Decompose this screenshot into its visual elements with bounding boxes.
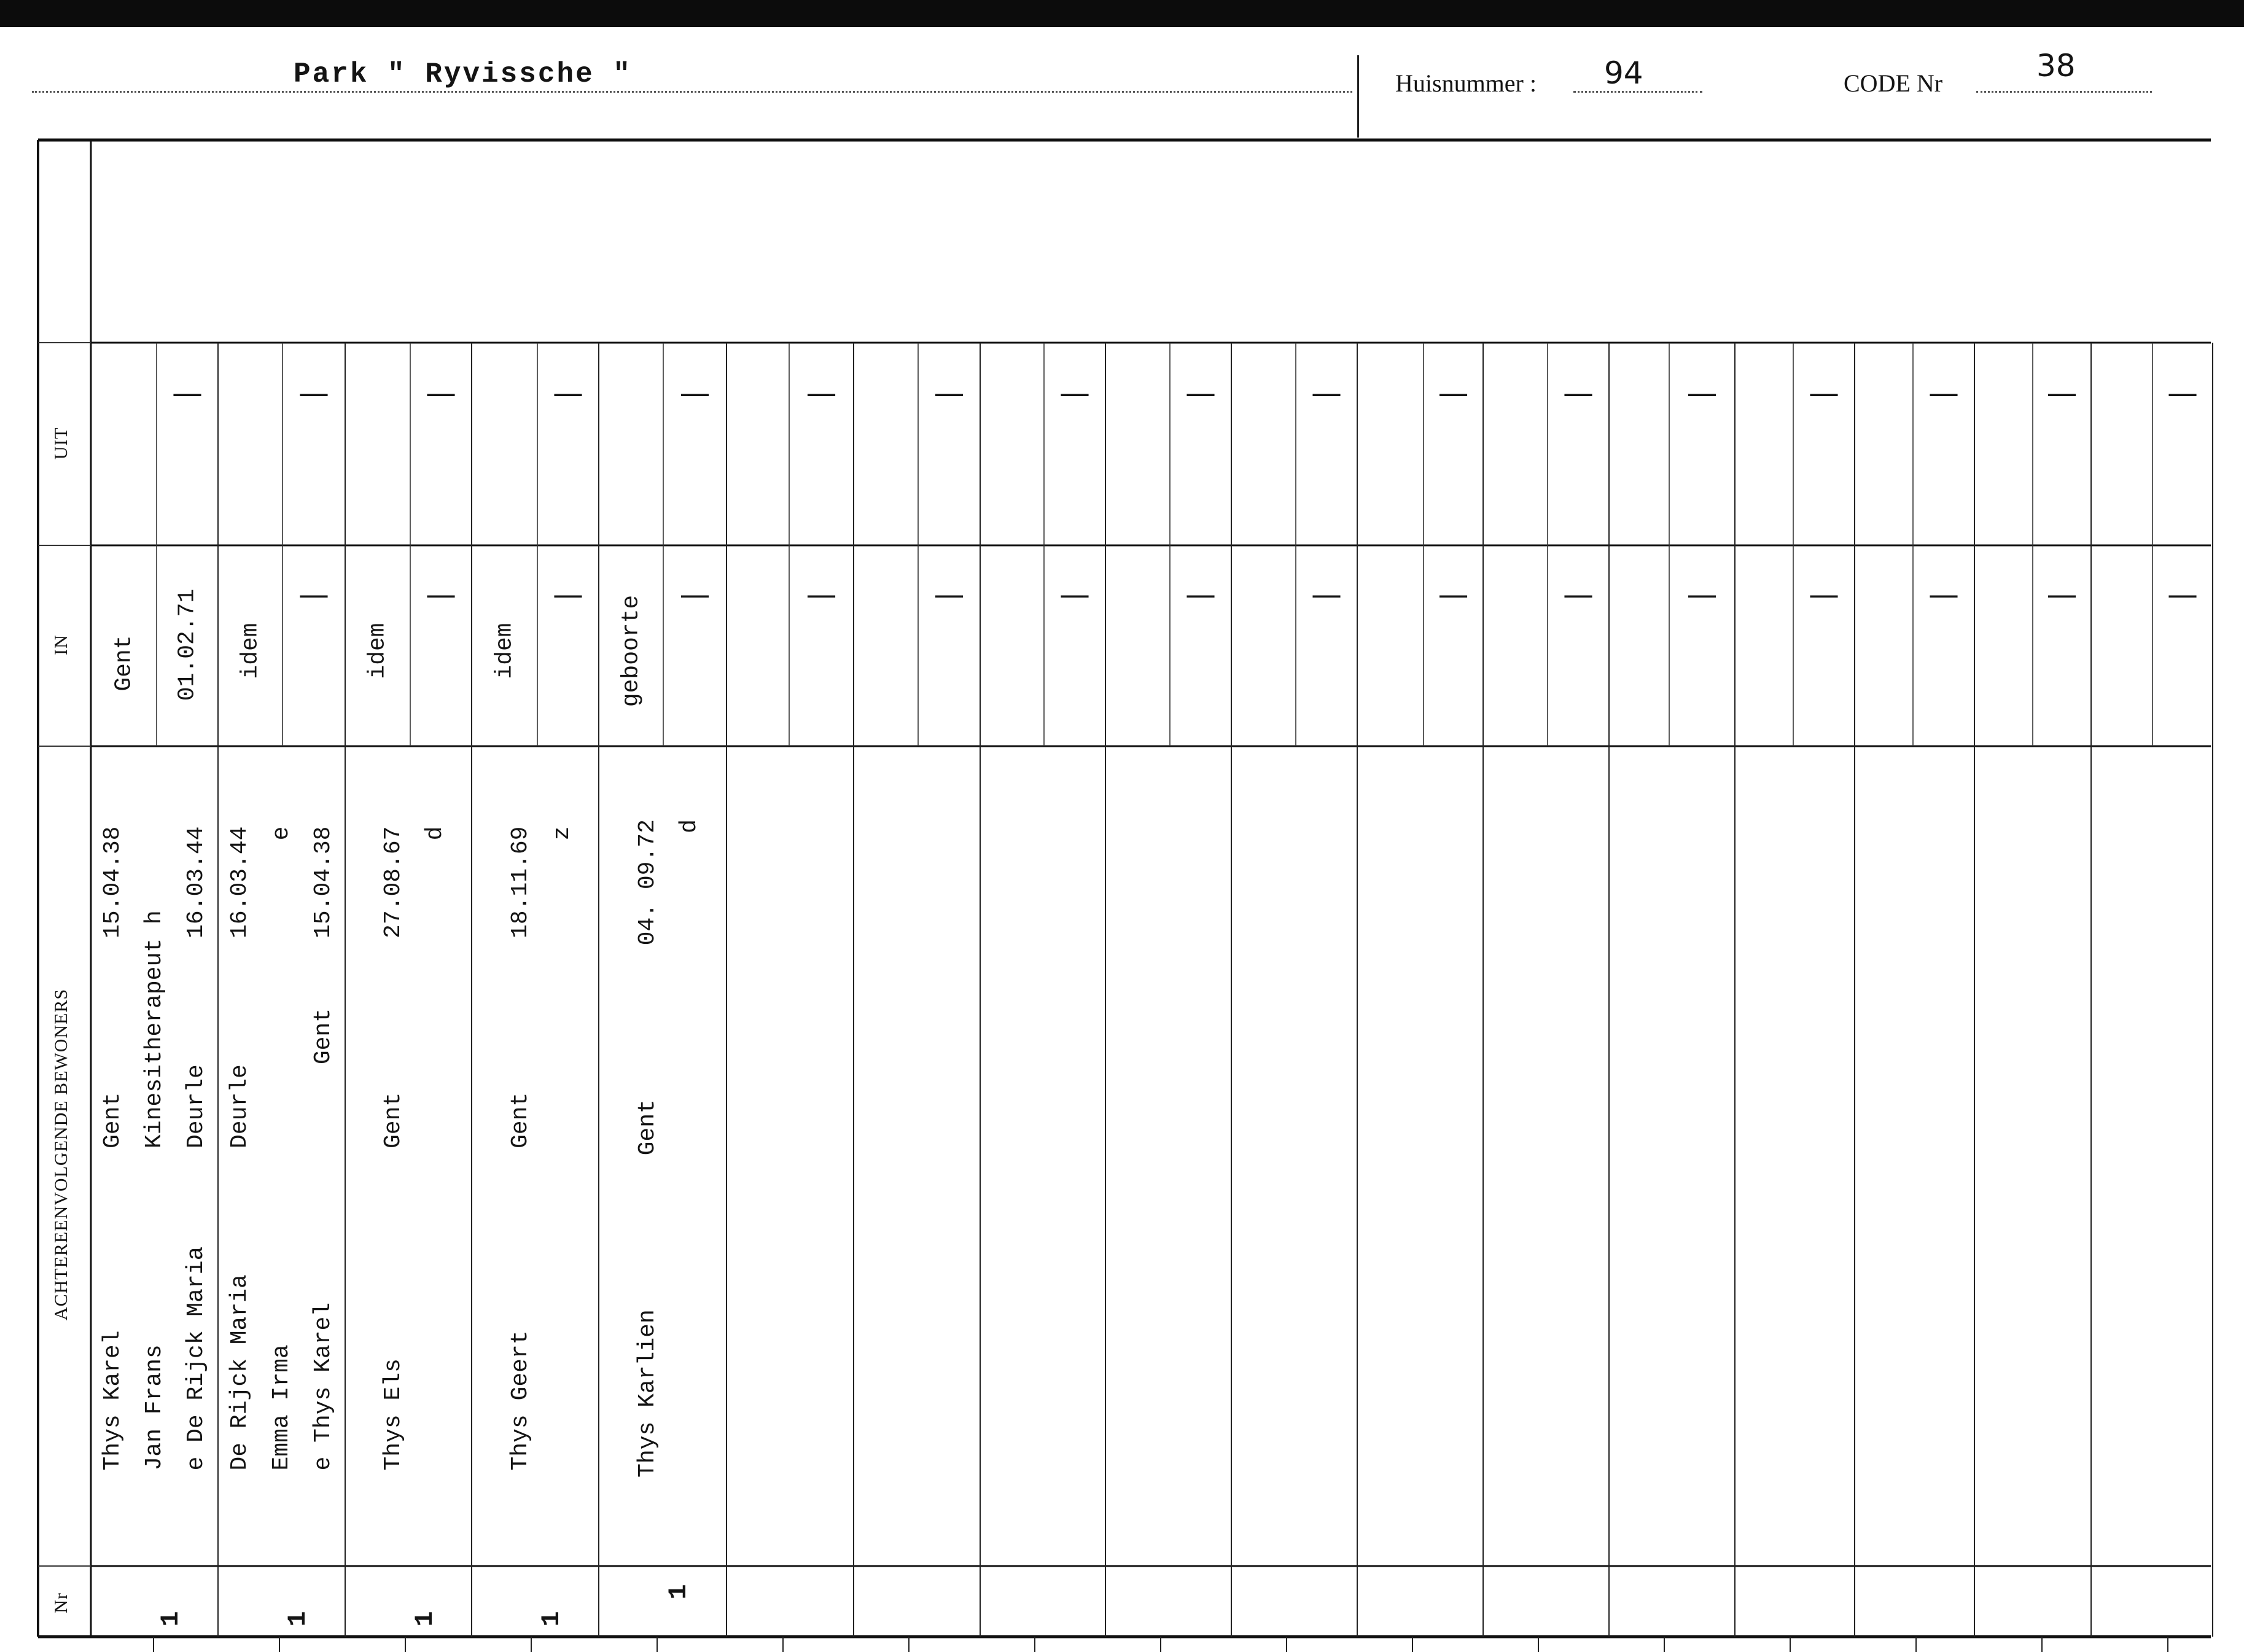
uit-dash-mark: — — [679, 375, 711, 411]
resident-nr: 1 — [537, 1611, 566, 1627]
section-label-in: IN — [51, 634, 71, 655]
resident-entry-line: Thys Karlien Gent 04. 09.72 — [634, 819, 661, 1478]
resident-entry-line: Emma Irma e — [268, 826, 295, 1471]
resident-nr: 1 — [664, 1584, 693, 1600]
in-dash-mark: — — [1185, 577, 1216, 612]
resident-in-origin: Gent — [111, 635, 137, 692]
park-title: Park " Ryvissche " — [294, 58, 632, 90]
resident-entry — [219, 827, 345, 1471]
in-dash-mark: — — [298, 577, 329, 612]
huisnummer-value: 94 — [1604, 55, 1643, 91]
resident-nr: 1 — [410, 1611, 440, 1627]
in-dash-mark: — — [1928, 577, 1959, 612]
resident-nr: 1 — [283, 1611, 313, 1627]
section-label-nr: Nr — [51, 1592, 71, 1613]
uit-dash-mark: — — [1311, 375, 1342, 411]
huisnummer-label: Huisnummer : — [1395, 69, 1537, 97]
uit-dash-mark: — — [1563, 375, 1594, 411]
uit-dash-mark: — — [806, 375, 837, 411]
uit-dash-mark: — — [2046, 375, 2078, 411]
uit-dash-mark: — — [426, 375, 456, 411]
uit-dash-mark: — — [1438, 375, 1469, 411]
resident-entry-line: d — [676, 819, 703, 1478]
resident-in-origin: geboorte — [618, 594, 644, 707]
uit-dash-mark: — — [298, 375, 329, 411]
uit-dash-mark: — — [2167, 375, 2198, 411]
resident-entry-line: z — [548, 826, 575, 1471]
resident-in-origin: idem — [237, 623, 263, 679]
in-dash-mark: — — [1686, 577, 1718, 612]
resident-nr: 1 — [156, 1611, 185, 1627]
in-dash-mark: — — [2167, 577, 2198, 612]
resident-entry-line: d — [422, 826, 448, 1471]
in-dash-mark: — — [426, 577, 456, 612]
in-dash-mark: — — [806, 577, 837, 612]
section-label-bewoners: ACHTEREENVOLGENDE BEWONERS — [51, 988, 71, 1321]
resident-entry-line: Thys Geert Gent 18.11.69 — [507, 826, 534, 1471]
resident-in-origin: idem — [364, 623, 391, 679]
resident-entry-line: Thys Els Gent 27.08.67 — [380, 826, 407, 1471]
in-dash-mark: — — [1809, 577, 1839, 612]
in-dash-mark: — — [553, 577, 583, 612]
resident-entry-line: De Rijck Maria Deurle 16.03.44 — [226, 826, 253, 1471]
uit-dash-mark: — — [1059, 375, 1090, 411]
uit-dash-mark: — — [1185, 375, 1216, 411]
in-dash-mark: — — [1438, 577, 1469, 612]
resident-entry — [373, 827, 456, 1471]
uit-dash-mark: — — [1809, 375, 1839, 411]
uit-dash-mark: — — [1686, 375, 1718, 411]
uit-dash-mark: — — [933, 375, 965, 411]
code-value: 38 — [2036, 48, 2076, 84]
uit-dash-mark: — — [553, 375, 583, 411]
resident-entry-line: e De Rijck Maria Deurle 16.03.44 — [182, 826, 209, 1471]
in-dash-mark: — — [679, 577, 711, 612]
uit-dash-mark: — — [172, 375, 203, 411]
uit-dash-mark: — — [1928, 375, 1959, 411]
resident-entry — [92, 827, 217, 1471]
resident-entry-line: Jan Frans Kinesitherapeut h — [141, 910, 168, 1471]
resident-entry — [627, 819, 711, 1478]
resident-entry-line: e Thys Karel Gent 15.04.38 — [310, 826, 337, 1471]
resident-in-date: 01.02.71 — [174, 588, 201, 701]
in-dash-mark: — — [1311, 577, 1342, 612]
code-label: CODE Nr — [1844, 69, 1943, 97]
section-label-uit: UIT — [51, 427, 71, 460]
resident-entry — [500, 827, 583, 1471]
resident-entry-line: Thys Karel Gent 15.04.38 — [99, 826, 126, 1471]
resident-in-origin: idem — [491, 623, 518, 679]
in-dash-mark: — — [1059, 577, 1090, 612]
in-dash-mark: — — [933, 577, 965, 612]
in-dash-mark: — — [2046, 577, 2078, 612]
in-dash-mark: — — [1563, 577, 1594, 612]
